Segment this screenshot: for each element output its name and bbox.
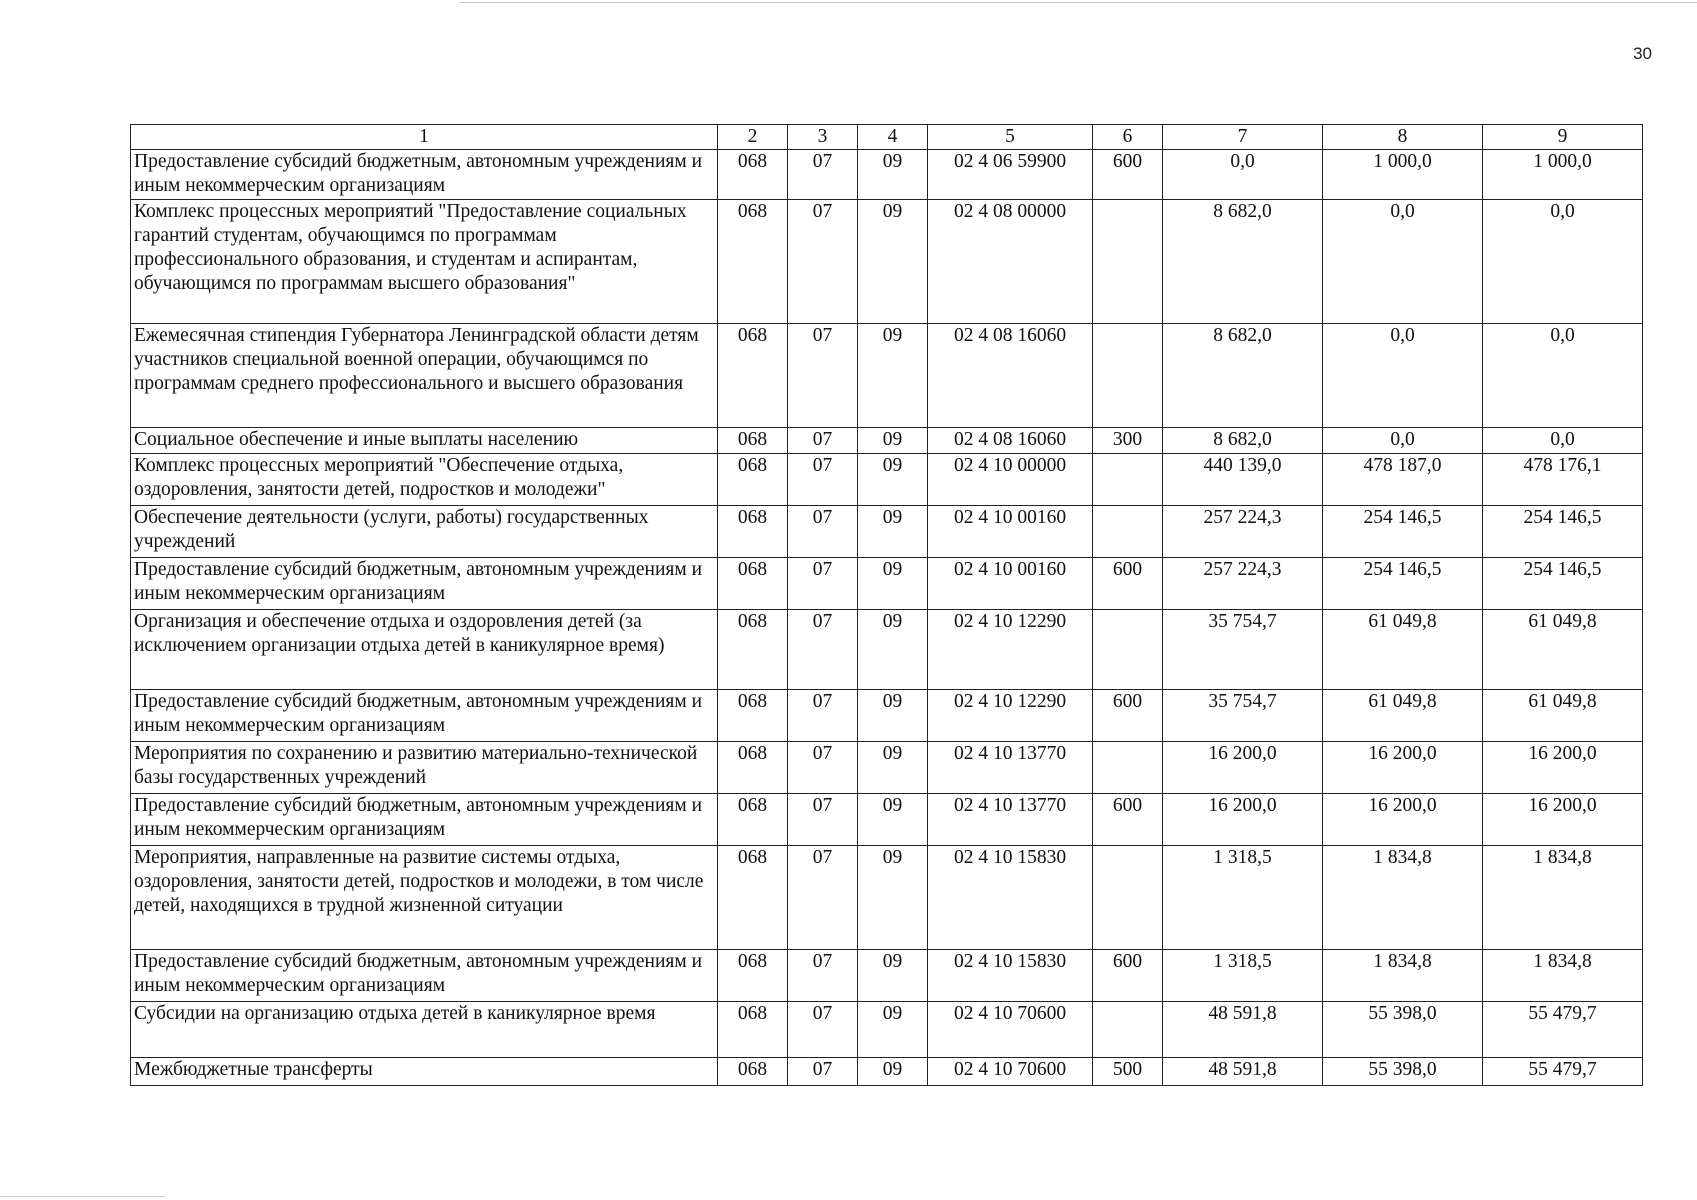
cell-target-article: 02 4 10 15830 [928,846,1093,950]
row-name: Предоставление субсидий бюджетным, автономным учреждениям и иным некоммерческим организациям [131,558,718,610]
table-row [131,690,1643,742]
cell-amount-8: 55 398,0 [1323,1058,1483,1086]
cell-subsection: 09 [858,846,928,950]
cell-amount-7: 35 754,7 [1163,690,1323,742]
budget-table [130,124,1643,1086]
cell-ministry: 068 [718,428,788,454]
cell-section: 07 [788,324,858,428]
cell-target-article: 02 4 10 70600 [928,1058,1093,1086]
cell-subsection: 09 [858,454,928,506]
cell-subsection: 09 [858,794,928,846]
cell-expense-type [1093,506,1163,558]
row-name: Мероприятия, направленные на развитие системы отдыха, оздоровления, занятости детей, подростков и молодежи, в том числе детей, находящихся в трудной жизненной ситуации [131,846,718,950]
cell-section: 07 [788,950,858,1002]
cell-expense-type [1093,846,1163,950]
cell-amount-7: 1 318,5 [1163,846,1323,950]
table-row [131,610,1643,690]
cell-amount-9: 1 834,8 [1483,950,1643,1002]
cell-amount-9: 16 200,0 [1483,794,1643,846]
cell-amount-7: 8 682,0 [1163,428,1323,454]
cell-subsection: 09 [858,558,928,610]
cell-section: 07 [788,454,858,506]
row-name: Предоставление субсидий бюджетным, автономным учреждениям и иным некоммерческим организациям [131,950,718,1002]
cell-amount-7: 35 754,7 [1163,610,1323,690]
cell-amount-8: 61 049,8 [1323,690,1483,742]
cell-amount-7: 16 200,0 [1163,742,1323,794]
cell-ministry: 068 [718,1058,788,1086]
cell-subsection: 09 [858,742,928,794]
table-row [131,454,1643,506]
cell-amount-7: 1 318,5 [1163,950,1323,1002]
cell-amount-9: 1 834,8 [1483,846,1643,950]
cell-target-article: 02 4 10 00000 [928,454,1093,506]
cell-ministry: 068 [718,150,788,200]
cell-expense-type: 300 [1093,428,1163,454]
row-name: Субсидии на организацию отдыха детей в каникулярное время [131,1002,718,1058]
cell-ministry: 068 [718,846,788,950]
cell-expense-type [1093,200,1163,324]
cell-subsection: 09 [858,1058,928,1086]
table-row [131,846,1643,950]
cell-section: 07 [788,690,858,742]
cell-amount-9: 254 146,5 [1483,558,1643,610]
cell-section: 07 [788,200,858,324]
page-number: 30 [1633,44,1652,63]
cell-target-article: 02 4 10 00160 [928,506,1093,558]
cell-amount-8: 16 200,0 [1323,742,1483,794]
table-row [131,324,1643,428]
cell-expense-type: 600 [1093,950,1163,1002]
cell-expense-type [1093,454,1163,506]
cell-ministry: 068 [718,690,788,742]
column-header: 3 [788,125,858,150]
cell-subsection: 09 [858,324,928,428]
cell-ministry: 068 [718,200,788,324]
cell-ministry: 068 [718,610,788,690]
cell-subsection: 09 [858,610,928,690]
cell-section: 07 [788,742,858,794]
row-name: Предоставление субсидий бюджетным, автономным учреждениям и иным некоммерческим организациям [131,150,718,200]
cell-amount-8: 0,0 [1323,428,1483,454]
column-header: 8 [1323,125,1483,150]
cell-amount-7: 48 591,8 [1163,1002,1323,1058]
cell-amount-7: 16 200,0 [1163,794,1323,846]
cell-amount-9: 1 000,0 [1483,150,1643,200]
cell-section: 07 [788,428,858,454]
cell-amount-9: 0,0 [1483,324,1643,428]
cell-target-article: 02 4 10 12290 [928,610,1093,690]
cell-ministry: 068 [718,558,788,610]
cell-section: 07 [788,558,858,610]
cell-ministry: 068 [718,454,788,506]
cell-target-article: 02 4 10 13770 [928,794,1093,846]
cell-amount-9: 0,0 [1483,200,1643,324]
cell-target-article: 02 4 08 16060 [928,428,1093,454]
cell-section: 07 [788,506,858,558]
cell-subsection: 09 [858,428,928,454]
cell-section: 07 [788,1002,858,1058]
cell-amount-8: 1 834,8 [1323,950,1483,1002]
cell-expense-type: 600 [1093,794,1163,846]
cell-target-article: 02 4 08 00000 [928,200,1093,324]
cell-subsection: 09 [858,1002,928,1058]
cell-target-article: 02 4 06 59900 [928,150,1093,200]
table-row [131,506,1643,558]
cell-amount-9: 478 176,1 [1483,454,1643,506]
cell-amount-9: 55 479,7 [1483,1002,1643,1058]
cell-amount-8: 0,0 [1323,324,1483,428]
column-header: 9 [1483,125,1643,150]
cell-section: 07 [788,846,858,950]
cell-amount-8: 478 187,0 [1323,454,1483,506]
cell-target-article: 02 4 10 13770 [928,742,1093,794]
row-name: Мероприятия по сохранению и развитию материально-технической базы государственных учреждений [131,742,718,794]
table-row [131,428,1643,454]
cell-amount-8: 1 000,0 [1323,150,1483,200]
table-row [131,794,1643,846]
cell-subsection: 09 [858,506,928,558]
cell-ministry: 068 [718,1002,788,1058]
cell-expense-type: 600 [1093,558,1163,610]
cell-amount-7: 257 224,3 [1163,558,1323,610]
cell-amount-7: 48 591,8 [1163,1058,1323,1086]
scan-edge-line [0,1196,165,1197]
cell-amount-9: 61 049,8 [1483,610,1643,690]
cell-amount-7: 440 139,0 [1163,454,1323,506]
cell-ministry: 068 [718,742,788,794]
row-name: Предоставление субсидий бюджетным, автономным учреждениям и иным некоммерческим организациям [131,690,718,742]
cell-ministry: 068 [718,950,788,1002]
cell-section: 07 [788,1058,858,1086]
table-row [131,200,1643,324]
column-header: 6 [1093,125,1163,150]
cell-target-article: 02 4 10 12290 [928,690,1093,742]
row-name: Обеспечение деятельности (услуги, работы) государственных учреждений [131,506,718,558]
cell-amount-9: 254 146,5 [1483,506,1643,558]
cell-amount-8: 55 398,0 [1323,1002,1483,1058]
cell-expense-type [1093,742,1163,794]
row-name: Межбюджетные трансферты [131,1058,718,1086]
cell-ministry: 068 [718,506,788,558]
cell-amount-8: 254 146,5 [1323,506,1483,558]
cell-amount-8: 61 049,8 [1323,610,1483,690]
cell-amount-9: 55 479,7 [1483,1058,1643,1086]
row-name: Комплекс процессных мероприятий "Обеспечение отдыха, оздоровления, занятости детей, подростков и молодежи" [131,454,718,506]
row-name: Предоставление субсидий бюджетным, автономным учреждениям и иным некоммерческим организациям [131,794,718,846]
cell-expense-type [1093,610,1163,690]
column-header: 1 [131,125,718,150]
cell-amount-9: 61 049,8 [1483,690,1643,742]
cell-amount-8: 16 200,0 [1323,794,1483,846]
row-name: Социальное обеспечение и иные выплаты населению [131,428,718,454]
table-row [131,742,1643,794]
cell-ministry: 068 [718,794,788,846]
cell-amount-8: 254 146,5 [1323,558,1483,610]
cell-amount-7: 257 224,3 [1163,506,1323,558]
table-row [131,1058,1643,1086]
cell-section: 07 [788,610,858,690]
cell-subsection: 09 [858,200,928,324]
cell-subsection: 09 [858,690,928,742]
cell-amount-7: 0,0 [1163,150,1323,200]
scan-edge-line [460,2,1697,3]
cell-expense-type: 600 [1093,150,1163,200]
table-row [131,950,1643,1002]
cell-amount-7: 8 682,0 [1163,200,1323,324]
cell-subsection: 09 [858,950,928,1002]
cell-expense-type [1093,324,1163,428]
cell-target-article: 02 4 10 15830 [928,950,1093,1002]
column-header: 7 [1163,125,1323,150]
cell-ministry: 068 [718,324,788,428]
cell-section: 07 [788,150,858,200]
header-row [131,125,1643,150]
cell-target-article: 02 4 10 70600 [928,1002,1093,1058]
table-row [131,150,1643,200]
cell-amount-8: 0,0 [1323,200,1483,324]
cell-section: 07 [788,794,858,846]
cell-amount-7: 8 682,0 [1163,324,1323,428]
column-header: 4 [858,125,928,150]
cell-expense-type [1093,1002,1163,1058]
column-header: 5 [928,125,1093,150]
cell-target-article: 02 4 08 16060 [928,324,1093,428]
row-name: Комплекс процессных мероприятий "Предоставление социальных гарантий студентам, обучающимся по программам профессионального образования, и студентам и аспирантам, обучающимся по программам высшего образования" [131,200,718,324]
row-name: Ежемесячная стипендия Губернатора Ленинградской области детям участников специальной военной операции, обучающимся по программам среднего профессионального и высшего образования [131,324,718,428]
cell-expense-type: 600 [1093,690,1163,742]
cell-expense-type: 500 [1093,1058,1163,1086]
column-header: 2 [718,125,788,150]
cell-subsection: 09 [858,150,928,200]
cell-amount-9: 0,0 [1483,428,1643,454]
table-row [131,558,1643,610]
cell-target-article: 02 4 10 00160 [928,558,1093,610]
table-row [131,1002,1643,1058]
row-name: Организация и обеспечение отдыха и оздоровления детей (за исключением организации отдыха детей в каникулярное время) [131,610,718,690]
cell-amount-9: 16 200,0 [1483,742,1643,794]
cell-amount-8: 1 834,8 [1323,846,1483,950]
